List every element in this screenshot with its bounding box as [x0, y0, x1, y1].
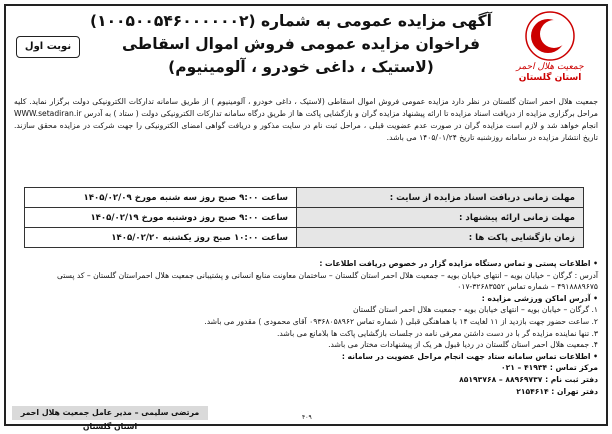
- notice-page: [4, 4, 608, 431]
- schedule-value: ساعت ۹:۰۰ صبح روز دوشنبه مورخ ۱۴۰۵/۰۲/۱۹: [25, 208, 297, 228]
- schedule-label: مهلت زمانی دریافت اسناد مزایده از سایت :: [297, 188, 584, 208]
- title-line-1: آگهی مزایده عمومی به شماره (۱۰۰۵۰۰۵۴۶۰۰۰۰۰۰۲): [90, 12, 492, 30]
- notice-titles: [90, 10, 492, 79]
- list-item: ۱. گرگان – خیابان بویه – انتهای خیابان بویه - جمعیت هلال احمر استان گلستان: [353, 305, 598, 315]
- list-item: ۳. تنها نماینده مزایده گر با در دست داشتن معرفی نامه در جلسات بازگشایی پاکت ها بلامانع می باشد.: [277, 328, 598, 338]
- intro-paragraph: جمعیت هلال احمر استان گلستان در نظر دارد مزایده عمومی فروش اموال اسقاطی (لاستیک ، داغی خودرو ، آلومینیوم ) از طریق سامانه تدارکات الکترونیکی دولت برگزار نماید. کلیه مراحل برگزاری مزایده از دریافت اسناد مزایده تا ارائه پیشنهاد مزایده گران و بازگشایی پاکت ها از طریق درگاه سامانه تدارکات الکترونیکی دولت ( ستاد ) به آدرس WWW.setadiran.ir انجام خواهد شد و لازم است مزایده گران در صورت عدم عضویت قبلی ، مراحل ثبت نام در سایت مذکور و دریافت گواهی امضای الکترونیکی را جهت شرکت در مزایده محقق سازند. تاریخ انتشار مزایده در سامانه روزشنبه تاریخ ۱۴۰۵/۰۱/۲۴ می باشد.: [14, 97, 598, 142]
- schedule-table: [24, 187, 584, 248]
- red-crescent-icon: [524, 10, 576, 62]
- publication-round-badge: نوبت اول: [16, 36, 80, 58]
- table-row: [25, 208, 584, 228]
- table-row: [25, 228, 584, 248]
- table-row: [25, 188, 584, 208]
- contact-info: [14, 258, 598, 397]
- signature-box: مرتضی سلیمی – مدیر عامل جمعیت هلال احمر استان گلستان: [12, 406, 208, 420]
- schedule-value: ساعت ۹:۰۰ صبح روز سه شنبه مورخ ۱۴۰۵/۰۲/۰۹: [25, 188, 297, 208]
- list-item: ۴. جمعیت هلال احمر استان گلستان در ردیا قبول هر یک از پیشنهادات مختار می باشد.: [328, 340, 598, 350]
- page-number: ۴۰۹: [302, 414, 312, 421]
- title-line-2: فراخوان مزایده عمومی فروش اموال اسقاطی: [122, 35, 480, 53]
- postal-address: آدرس : گرگان – خیابان بویه – انتهای خیابان بویه – جمعیت هلال احمر استان گلستان – ساختمان معاونت منابع انسانی و پشتیبانی جمعیت هلال احمراستان گلستان – کد پستی ۴۹۱۸۸۸۹۶۷۵ – شماره تماس ۳۲۶۸۳۵۵۲-۰۱۷: [56, 270, 598, 292]
- logo-text: جمعیت هلال احمر: [516, 62, 584, 72]
- venue-heading: • آدرس اماکن ورزشی مزایده :: [481, 293, 598, 303]
- tehran-office: دفتر تهران : ۲۱۵۴۶۱۴: [516, 386, 598, 396]
- register-office: دفتر ثبت نام : ۸۸۹۶۹۷۳۷ – ۸۵۱۹۳۷۶۸: [459, 374, 598, 384]
- setad-heading: • اطلاعات تماس سامانه ستاد جهت انجام مراحل عضویت در سامانه :: [341, 351, 598, 361]
- title-line-3: (لاستیک ، داغی خودرو ، آلومینیوم): [168, 58, 434, 76]
- schedule-label: مهلت زمانی ارائه پیشنهاد :: [297, 208, 584, 228]
- call-center: مرکز تماس : ۴۱۹۳۴ – ۰۲۱: [501, 363, 598, 373]
- notice-header: [10, 10, 602, 90]
- schedule-value: ساعت ۱۰:۰۰ صبح روز یکشنبه ۱۴۰۵/۰۲/۲۰: [25, 228, 297, 248]
- logo-province: استان گلستان: [518, 73, 582, 83]
- schedule-label: زمان بازگشایی پاکت ها :: [297, 228, 584, 248]
- red-crescent-logo: [502, 10, 598, 88]
- list-item: ۲. ساعت حضور جهت بازدید از ۱۱ لغایت ۱۴ با هماهنگی قبلی ( شماره تماس ۰۹۳۶۸۰۵۸۹۶۲ آقای محمودی ) مقدور می باشد.: [204, 316, 598, 326]
- contact-heading: • اطلاعات پستی و تماس دستگاه مزایده گزار در خصوص دریافت اطلاعات :: [319, 259, 598, 268]
